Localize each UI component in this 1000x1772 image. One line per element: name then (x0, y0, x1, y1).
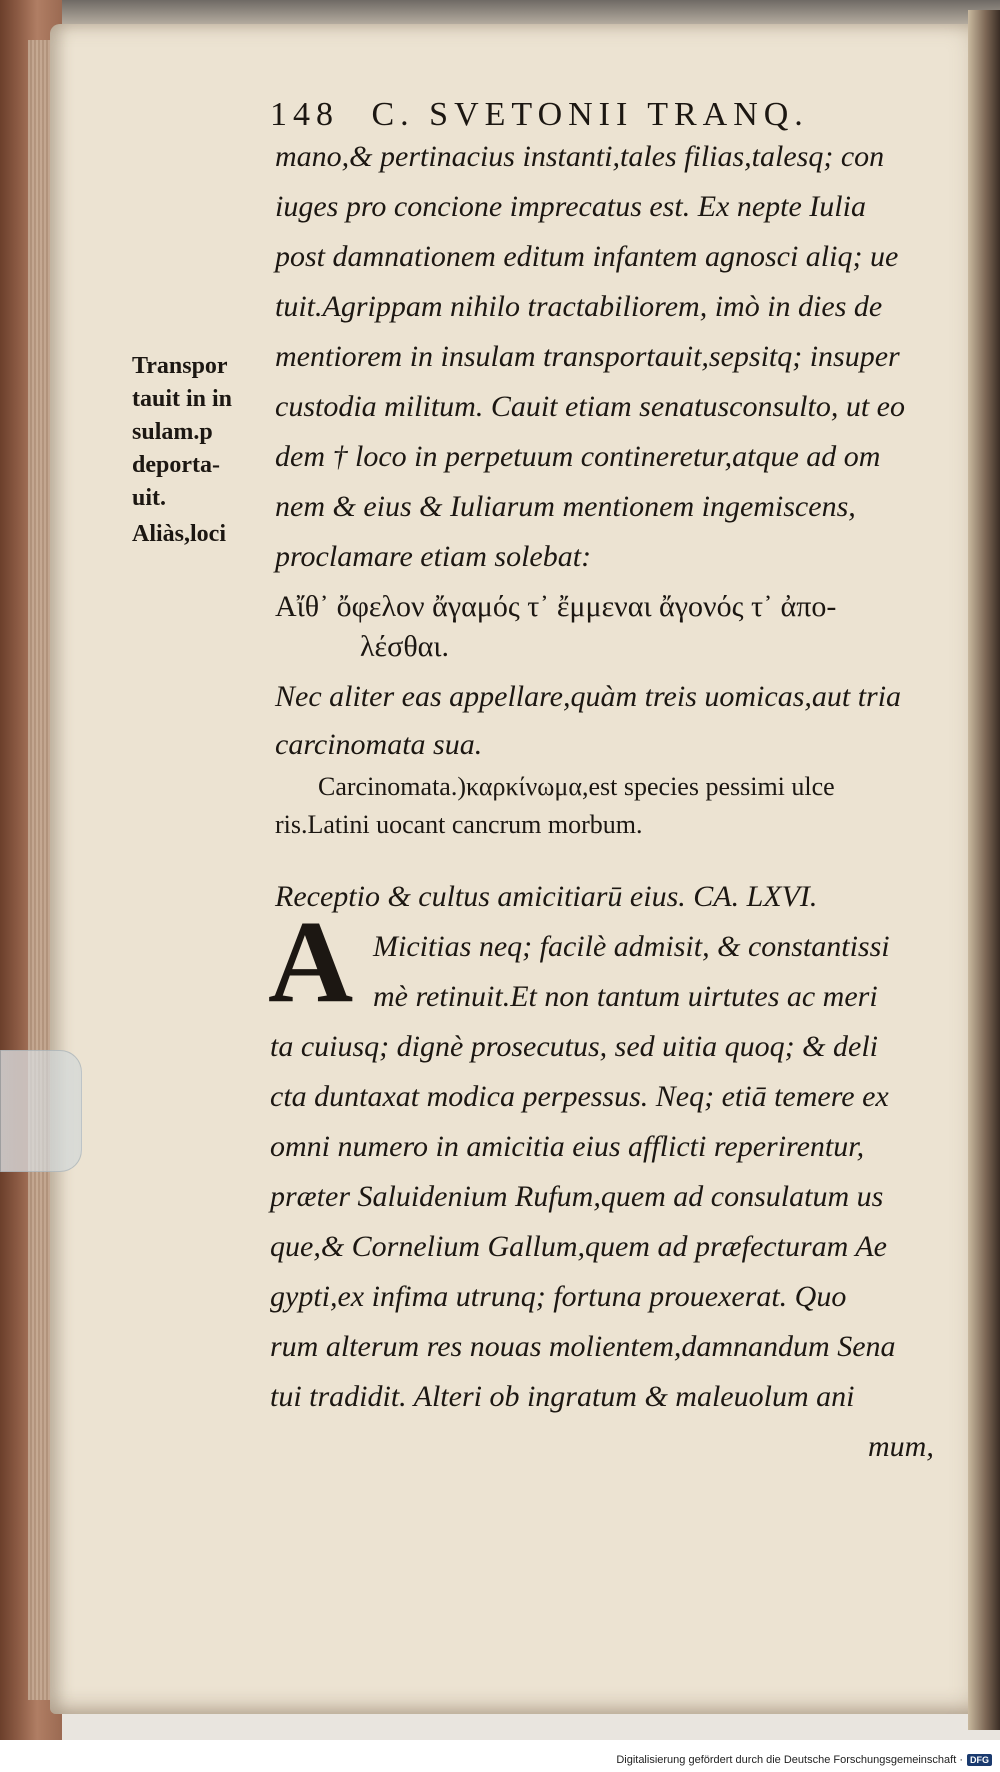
page-sheet (50, 24, 990, 1714)
margin-note-line: uit. (132, 485, 167, 511)
text-line: custodia militum. Cauit etiam senatusconsulto, ut eo (275, 390, 905, 423)
text-line: proclamare etiam solebat: (275, 540, 592, 573)
text-line: mentiorem in insulam transportauit,sepsitq; insuper (275, 340, 900, 373)
text-line: iuges pro concione imprecatus est. Ex nepte Iulia (275, 190, 866, 223)
greek-quote-line: λέσθαι. (360, 630, 449, 663)
credit-band (0, 1740, 1000, 1772)
text-line: præter Saluidenium Rufum,quem ad consulatum us (270, 1180, 884, 1213)
margin-note-line: Aliàs,loci (132, 521, 226, 547)
drop-cap-initial: A (268, 896, 354, 1027)
dfg-logo: DFG (967, 1754, 992, 1766)
commentary-line: ris.Latini uocant cancrum morbum. (275, 810, 643, 839)
text-line: tuit.Agrippam nihilo tractabiliorem, imò in dies de (275, 290, 883, 323)
text-line: omni numero in amicitia eius afflicti reperirentur, (270, 1130, 865, 1163)
book-top-edge (48, 0, 1000, 26)
page-number: 148 (270, 96, 339, 133)
running-header (270, 96, 809, 134)
credit-text: Digitalisierung gefördert durch die Deutsche Forschungsgemeinschaft · (616, 1754, 963, 1766)
book-fore-edge (968, 10, 1000, 1730)
commentary-line: Carcinomata.)καρκίνωμα,est species pessimi ulce (318, 772, 835, 801)
text-line: nem & eius & Iuliarum mentionem ingemiscens, (275, 490, 856, 523)
margin-note-line: tauit in in (132, 386, 233, 412)
running-title: C. SVETONII TRANQ. (371, 96, 809, 133)
text-line: mum, (868, 1430, 934, 1463)
text-line: cta duntaxat modica perpessus. Neq; etiā temere ex (270, 1080, 889, 1113)
text-line: dem † loco in perpetuum contineretur,atque ad om (275, 440, 881, 473)
text-line: mano,& pertinacius instanti,tales filias,talesq; con (275, 140, 885, 173)
text-line: tui tradidit. Alteri ob ingratum & maleuolum ani (270, 1380, 855, 1413)
margin-note-line: Transpor (132, 353, 228, 379)
page-clip (0, 1050, 82, 1172)
text-line: post damnationem editum infantem agnosci aliq; ue (275, 240, 899, 273)
chapter-heading: Receptio & cultus amicitiarū eius. CA. LXVI. (275, 880, 818, 913)
text-line: gypti,ex infima utrunq; fortuna prouexerat. Quo (270, 1280, 847, 1313)
text-line: que,& Cornelium Gallum,quem ad præfecturam Ae (270, 1230, 887, 1263)
text-line: mè retinuit.Et non tantum uirtutes ac meri (373, 980, 878, 1013)
text-line: ta cuiusq; dignè prosecutus, sed uitia quoq; & deli (270, 1030, 878, 1063)
margin-note-line: sulam.p (132, 419, 213, 445)
digitization-credit (616, 1754, 992, 1766)
text-line: Nec aliter eas appellare,quàm treis uomicas,aut tria (275, 680, 902, 713)
text-line: carcinomata sua. (275, 728, 483, 761)
text-line: Micitias neq; facilè admisit, & constantissi (373, 930, 890, 963)
margin-note-line: deporta- (132, 452, 220, 478)
text-line: rum alterum res nouas molientem,damnandum Sena (270, 1330, 896, 1363)
greek-quote-line: Αἴθ᾽ ὄφελον ἄγαμός τ᾽ ἔμμεναι ἄγονός τ᾽ ἀπο- (275, 590, 837, 623)
